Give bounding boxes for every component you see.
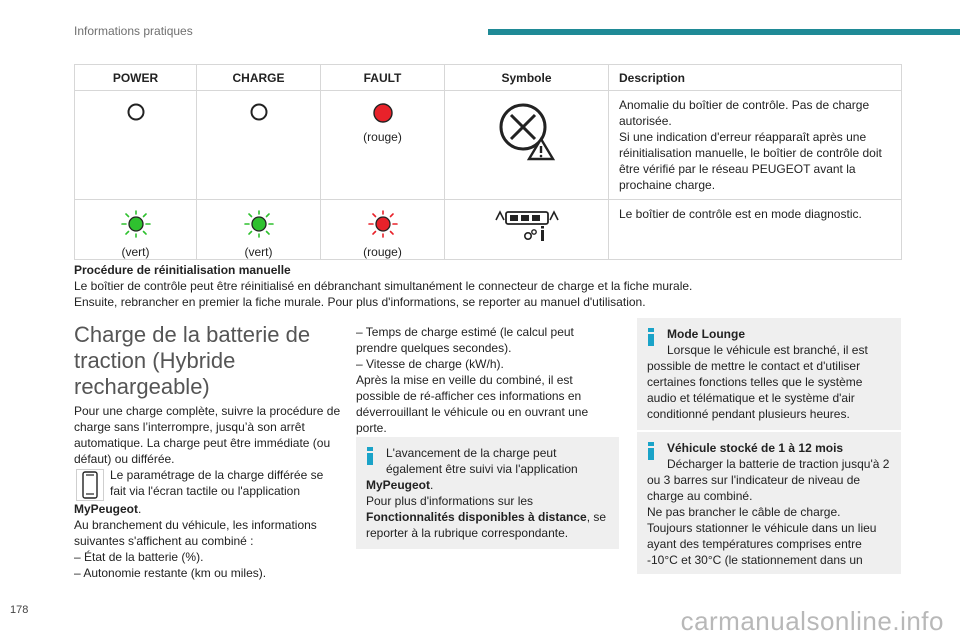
power-color-label: (vert) xyxy=(121,245,150,259)
led-green-blinking-icon xyxy=(120,210,152,238)
reset-line-1: Le boîtier de contrôle peut être réinitialisé en débranchant simultanément le connecteur de charge et la fiche murale. xyxy=(74,279,693,293)
list-item: – Autonomie restante (km ou miles). xyxy=(74,566,267,580)
info-title: Véhicule stocké de 1 à 12 mois xyxy=(667,441,844,455)
info-text: Ne pas brancher le câble de charge. xyxy=(647,505,841,519)
charge-cell xyxy=(197,200,321,260)
column-1 xyxy=(74,403,342,581)
description-cell xyxy=(609,91,902,200)
feature-name: Fonctionnalités disponibles à distance xyxy=(366,510,587,524)
info-text: Lorsque le véhicule est branché, il est possible de mettre le contact et d'utiliser certaines fonctions telles que le système audio et télématique et le système d'air conditionné pendant plusieurs heures. xyxy=(647,343,868,421)
info-icon xyxy=(647,442,655,460)
fault-description: Anomalie du boîtier de contrôle. Pas de charge autorisée. Si une indication d'erreur réapparaît après une réinitialisation manuelle, le boîtier de contrôle doit être vérifié par le réseau PEUGEOT avant la prochaine charge. xyxy=(619,98,882,192)
diagnostic-mode-icon xyxy=(492,210,562,244)
charge-status-table xyxy=(74,64,902,260)
page-number: 178 xyxy=(10,604,29,616)
table-header-row xyxy=(75,65,902,91)
symbol-cell xyxy=(445,91,609,200)
led-off-icon xyxy=(127,103,145,121)
paragraph: Pour une charge complète, suivre la procédure de charge sans l’interrompre, jusqu’à son arrêt automatique. La charge peut être immédiate (ou défaut) ou différée. xyxy=(74,404,341,466)
app-note xyxy=(74,467,342,501)
info-text: Toujours stationner le véhicule dans un lieu ayant des températures comprises entre -10°C et 30°C (le stationnement dans un xyxy=(647,521,877,567)
smartphone-icon xyxy=(76,469,104,501)
list-item: – État de la batterie (%). xyxy=(74,550,204,564)
list-item: – Temps de charge estimé (le calcul peut prendre quelques secondes). xyxy=(356,325,574,355)
diagnostic-description: Le boîtier de contrôle est en mode diagnostic. xyxy=(619,207,862,221)
led-red-blinking-icon xyxy=(367,210,399,238)
control-box-fault-icon xyxy=(497,101,557,163)
running-header: Informations pratiques xyxy=(74,24,193,38)
info-icon xyxy=(647,328,655,346)
charge-cell xyxy=(197,91,321,200)
column-header-symbol: Symbole xyxy=(445,65,609,91)
info-box-app xyxy=(356,437,619,549)
power-cell xyxy=(75,200,197,260)
info-box-storage xyxy=(637,432,901,574)
column-2 xyxy=(356,324,606,436)
header-accent-bar xyxy=(488,29,960,35)
paragraph xyxy=(74,501,342,517)
punctuation: . xyxy=(138,502,142,516)
info-icon xyxy=(366,447,374,465)
info-text: Décharger la batterie de traction jusqu'à 2 ou 3 barres sur l'indicateur de niveau de charge au combiné. xyxy=(647,457,890,503)
info-title: Mode Lounge xyxy=(667,327,745,341)
table-row xyxy=(75,200,902,260)
reset-title: Procédure de réinitialisation manuelle xyxy=(74,263,291,277)
led-red-icon xyxy=(373,103,393,123)
note-text: Le paramétrage de la charge différée se fait via l'écran tactile ou l'application xyxy=(110,468,324,498)
app-name: MyPeugeot xyxy=(366,478,431,492)
info-text: L'avancement de la charge peut également être suivi via l'application xyxy=(386,446,578,476)
list-item: – Vitesse de charge (kW/h). xyxy=(356,357,504,371)
power-cell xyxy=(75,91,197,200)
fault-cell xyxy=(321,91,445,200)
fault-color-label: (rouge) xyxy=(363,245,402,259)
manual-reset-block xyxy=(74,262,902,310)
section-title: Charge de la batterie de traction (Hybride rechargeable) xyxy=(74,322,311,399)
description-cell xyxy=(609,200,902,260)
app-name: MyPeugeot xyxy=(74,502,139,516)
led-green-blinking-icon xyxy=(243,210,275,238)
column-header-fault: FAULT xyxy=(321,65,445,91)
symbol-cell xyxy=(445,200,609,260)
reset-line-2: Ensuite, rebrancher en premier la fiche murale. Pour plus d'informations, se reporter au manuel d'utilisation. xyxy=(74,295,646,309)
table-row xyxy=(75,91,902,200)
fault-color-label: (rouge) xyxy=(363,130,402,144)
info-text-end: , se reporter à la rubrique correspondante. xyxy=(366,510,607,540)
watermark: carmanualsonline.info xyxy=(680,606,944,636)
info-box-lounge xyxy=(637,318,901,430)
info-text: MyPeugeot. xyxy=(366,478,434,492)
fault-cell xyxy=(321,200,445,260)
column-header-description: Description xyxy=(609,65,902,91)
paragraph: Au branchement du véhicule, les informations suivantes s'affichent au combiné : xyxy=(74,518,317,548)
column-header-power: POWER xyxy=(75,65,197,91)
paragraph: Après la mise en veille du combiné, il est possible de ré-afficher ces informations en déverrouillant le véhicule ou en ouvrant une porte. xyxy=(356,373,589,435)
info-text: Pour plus d'informations sur les xyxy=(366,494,534,508)
led-off-icon xyxy=(250,103,268,121)
charge-color-label: (vert) xyxy=(244,245,273,259)
column-header-charge: CHARGE xyxy=(197,65,321,91)
info-text xyxy=(366,509,609,541)
